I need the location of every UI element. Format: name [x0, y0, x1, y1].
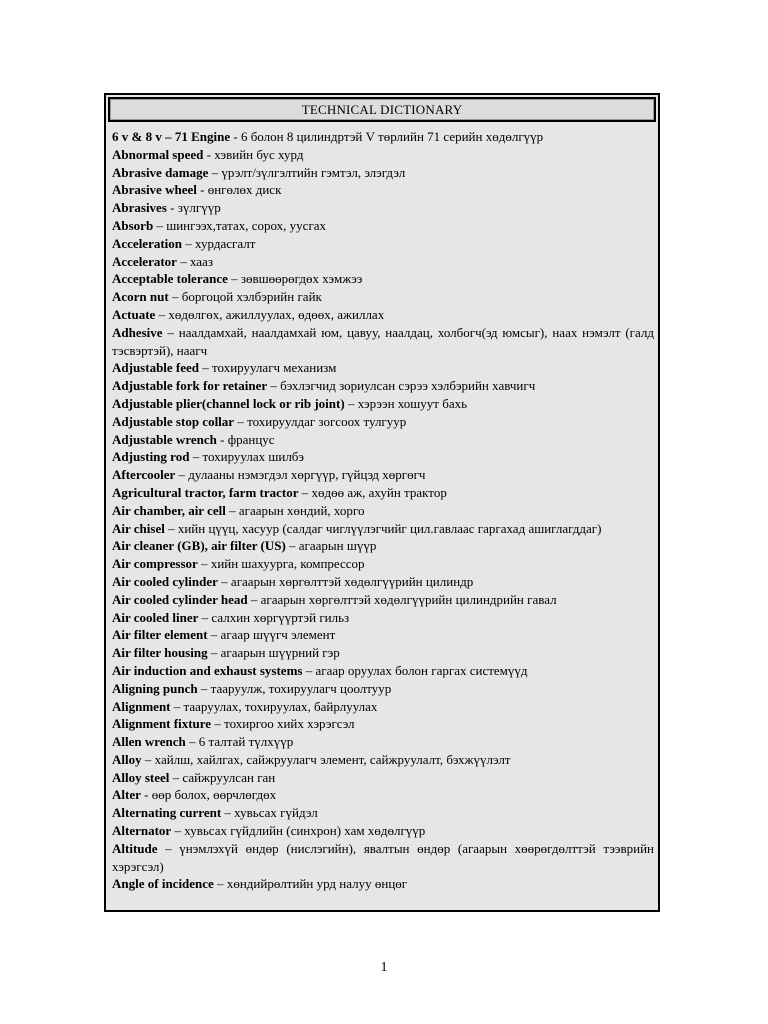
dictionary-title — [108, 97, 656, 122]
entry-separator: – — [247, 591, 261, 607]
entry-separator: – — [199, 360, 213, 376]
list-item — [112, 146, 654, 164]
list-item — [112, 537, 654, 555]
entry-term: Aftercooler — [112, 467, 176, 483]
list-item — [112, 751, 654, 769]
entry-term: Air chisel — [112, 520, 165, 536]
entry-term: Air filter element — [112, 627, 208, 643]
entry-separator: – — [344, 395, 358, 411]
entry-term: 6 v & 8 v – 71 Engine — [112, 129, 231, 144]
entry-separator: – — [198, 609, 212, 625]
entry-term: Aligning punch — [112, 680, 198, 696]
entry-term: Abrasive wheel — [112, 182, 197, 198]
entry-term: Abrasive damage — [112, 164, 209, 180]
entry-term: Adhesive — [112, 324, 163, 340]
list-item — [112, 466, 654, 484]
entry-definition: зөвшөөрөгдөх хэмжээ — [240, 271, 363, 287]
entry-separator: – — [267, 378, 281, 394]
list-item — [112, 715, 654, 733]
entry-term: Agricultural tractor, farm tractor — [112, 484, 299, 500]
entry-term: Abrasives — [112, 200, 167, 216]
entry-definition: боргоцой хэлбэрийн гайк — [181, 289, 322, 305]
list-item — [112, 609, 654, 627]
entry-separator: – — [176, 253, 190, 269]
list-item — [112, 520, 654, 538]
entry-separator: - — [140, 787, 152, 803]
dictionary-title-text: TECHNICAL DICTIONARY — [301, 101, 463, 117]
list-item — [112, 235, 654, 253]
list-item — [112, 199, 654, 217]
entry-separator: – — [197, 680, 211, 696]
entry-separator: – — [302, 662, 316, 678]
entry-term: Actuate — [112, 306, 156, 322]
entry-term: Absorb — [112, 217, 154, 233]
entry-term: Abnormal speed — [112, 146, 204, 162]
entry-separator: – — [162, 324, 179, 340]
entry-term: Adjustable stop collar — [112, 413, 235, 429]
entry-definition: бэхлэгчид зориулсан сэрээ хэлбэрийн хавчигч — [280, 378, 536, 394]
entry-term: Acceptable tolerance — [112, 271, 228, 287]
entry-definition: хөдөлгөх, ажиллуулах, өдөөх, ажиллах — [168, 306, 385, 322]
entry-definition: тохиргоо хийх хэрэгсэл — [224, 716, 355, 732]
page-number: 1 — [380, 960, 388, 975]
entry-definition: өнгөлөх диск — [207, 182, 282, 198]
entry-definition: хийн цүүц, хасуур (салдаг чиглүүлэгчийг цил.гавлаас гаргахад ашиглагддаг) — [177, 520, 602, 536]
entry-definition: агаарын шүүр — [298, 538, 377, 554]
list-item — [112, 359, 654, 377]
list-item — [112, 840, 654, 876]
entry-definition: хурдасгалт — [195, 235, 256, 251]
entry-list — [112, 128, 654, 893]
list-item — [112, 626, 654, 644]
entry-separator: – — [185, 734, 199, 750]
entry-term: Air cleaner (GB), air filter (US) — [112, 538, 286, 554]
entry-definition: хөдөө аж, ахуйн трактор — [311, 484, 447, 500]
entry-definition: агаарын хөргөлттэй хөдөлгүүрийн цилиндрийн гавал — [260, 591, 557, 607]
entry-definition: хувьсах гүйдэл — [234, 805, 318, 821]
entry-term: Alignment — [112, 698, 171, 714]
entry-term: Acceleration — [112, 235, 183, 251]
entry-definition: тааруулж, тохируулагч цоолтуур — [210, 680, 392, 696]
entry-definition: тохируулдаг зогсоох тулгуур — [247, 413, 407, 429]
entry-separator: – — [155, 306, 169, 322]
entry-term: Allen wrench — [112, 734, 186, 750]
dictionary-box — [104, 93, 660, 912]
entry-term: Adjusting rod — [112, 449, 190, 465]
entry-separator: – — [207, 627, 221, 643]
list-item — [112, 769, 654, 787]
entry-definition: салхин хөргүүртэй гильз — [211, 609, 350, 625]
entry-separator: – — [197, 556, 211, 572]
entry-definition: тааруулах, тохируулах, байрлуулах — [183, 698, 378, 714]
entry-definition: агаар оруулах болон гаргах системүүд — [315, 662, 528, 678]
entry-definition: зүлгүүр — [177, 200, 221, 216]
list-item — [112, 164, 654, 182]
entry-definition: агаарын хөндий, хорго — [238, 502, 365, 518]
list-item — [112, 502, 654, 520]
entry-term: Air compressor — [112, 556, 198, 572]
entry-separator: - — [216, 431, 228, 447]
list-item — [112, 662, 654, 680]
entry-definition: өөр болох, өөрчлөгдөх — [151, 787, 277, 803]
entry-term: Altitude — [112, 840, 158, 856]
entry-definition: шингээх,татах, сорох, уусгах — [166, 217, 327, 233]
entry-separator: – — [189, 449, 203, 465]
entry-separator: - — [230, 129, 241, 144]
entry-separator: - — [196, 182, 208, 198]
entry-term: Air filter housing — [112, 645, 208, 661]
list-item — [112, 484, 654, 502]
entry-definition: наалдамхай, наалдамхай юм, цавуу, наалдац, холбогч(эд юмсыг), наах нэмэлт (галд тэсвэртэй), наагч — [112, 324, 654, 358]
entry-separator: – — [207, 645, 221, 661]
entry-separator: – — [285, 538, 299, 554]
entry-separator: – — [168, 289, 182, 305]
list-item — [112, 431, 654, 449]
entry-separator: – — [208, 164, 222, 180]
entry-separator: – — [153, 217, 167, 233]
entry-definition: дулааны нэмэгдэл хөргүүр, гүйцэд хөргөгч — [188, 467, 426, 483]
list-item — [112, 786, 654, 804]
entry-definition: агаарын шүүрний гэр — [220, 645, 340, 661]
entry-separator: – — [169, 769, 183, 785]
entry-definition: үрэлт/зүлгэлтийн гэмтэл, элэгдэл — [221, 164, 406, 180]
entry-definition: хөндийрөлтийн урд налуу өнцөг — [226, 876, 408, 892]
entry-definition: хувьсах гүйдлийн (синхрон) хам хөдөлгүүр — [184, 823, 426, 839]
list-item — [112, 733, 654, 751]
entry-term: Adjustable plier(channel lock or rib joint) — [112, 395, 345, 411]
entry-separator: – — [164, 520, 178, 536]
list-item — [112, 288, 654, 306]
entry-separator: – — [141, 751, 155, 767]
list-item — [112, 680, 654, 698]
entry-definition: хийн шахуурга, компрессор — [210, 556, 365, 572]
entry-definition: агаарын хөргөлттэй хөдөлгүүрийн цилиндр — [230, 573, 474, 589]
entry-definition: сайжруулсан ган — [182, 769, 276, 785]
list-item — [112, 377, 654, 395]
entry-definition: 6 болон 8 цилиндртэй V төрлийн 71 серийн хөдөлгүүр — [240, 129, 544, 144]
entry-definition: тохируулах шилбэ — [202, 449, 304, 465]
entry-term: Alloy steel — [112, 769, 170, 785]
entry-term: Adjustable wrench — [112, 431, 217, 447]
list-item — [112, 306, 654, 324]
entry-term: Alter — [112, 787, 141, 803]
list-item — [112, 253, 654, 271]
list-item — [112, 804, 654, 822]
entry-separator: - — [166, 200, 178, 216]
entry-separator: – — [182, 235, 196, 251]
list-item — [112, 217, 654, 235]
entry-definition: хайлш, хайлгах, сайжруулагч элемент, сайжруулалт, бэхжүүлэлт — [154, 751, 511, 767]
list-item — [112, 698, 654, 716]
list-item — [112, 448, 654, 466]
entry-separator: – — [234, 413, 248, 429]
entry-definition: 6 талтай түлхүүр — [198, 734, 294, 750]
entry-separator: – — [221, 805, 235, 821]
entry-definition: францус — [227, 431, 275, 447]
entry-separator: – — [298, 484, 312, 500]
list-item — [112, 395, 654, 413]
entry-separator: – — [170, 698, 184, 714]
list-item — [112, 644, 654, 662]
entry-definition: хэрээн хошуут бахь — [357, 395, 468, 411]
entry-term: Air induction and exhaust systems — [112, 662, 303, 678]
entry-term: Alternator — [112, 823, 172, 839]
entry-separator: – — [225, 502, 239, 518]
entry-term: Angle of incidence — [112, 876, 214, 892]
entry-term: Alignment fixture — [112, 716, 212, 732]
entry-separator: – — [213, 876, 227, 892]
list-item — [112, 591, 654, 609]
entry-separator: – — [217, 573, 231, 589]
entry-term: Air chamber, air cell — [112, 502, 226, 518]
entry-term: Accelerator — [112, 253, 177, 269]
list-item — [112, 822, 654, 840]
entry-definition: хэвийн бус хурд — [214, 146, 304, 162]
entry-definition: хааз — [189, 253, 213, 269]
list-item — [112, 413, 654, 431]
list-item — [112, 555, 654, 573]
entry-term: Adjustable fork for retainer — [112, 378, 268, 394]
entry-definition: тохируулагч механизм — [212, 360, 337, 376]
entry-term: Alternating current — [112, 805, 222, 821]
entry-separator: – — [211, 716, 225, 732]
list-item — [112, 181, 654, 199]
entry-separator: – — [171, 823, 185, 839]
entry-term: Air cooled cylinder — [112, 573, 218, 589]
list-item — [112, 270, 654, 288]
entry-separator: - — [203, 146, 215, 162]
entry-separator: – — [157, 840, 180, 856]
list-item — [112, 324, 654, 360]
entry-term: Air cooled liner — [112, 609, 199, 625]
entry-separator: – — [175, 467, 189, 483]
entry-term: Acorn nut — [112, 289, 169, 305]
list-item — [112, 573, 654, 591]
entry-term: Air cooled cylinder head — [112, 591, 248, 607]
entry-definition: үнэмлэхүй өндөр (нислэгийн), явалтын өндөр (агаарын хөөрөгдөлттэй тээврийн хэрэгсэл) — [112, 840, 654, 874]
list-item — [112, 875, 654, 893]
list-item — [112, 128, 654, 146]
entry-term: Adjustable feed — [112, 360, 200, 376]
entry-term: Alloy — [112, 751, 142, 767]
entry-definition: агаар шүүгч элемент — [220, 627, 336, 643]
entry-separator: – — [227, 271, 241, 287]
